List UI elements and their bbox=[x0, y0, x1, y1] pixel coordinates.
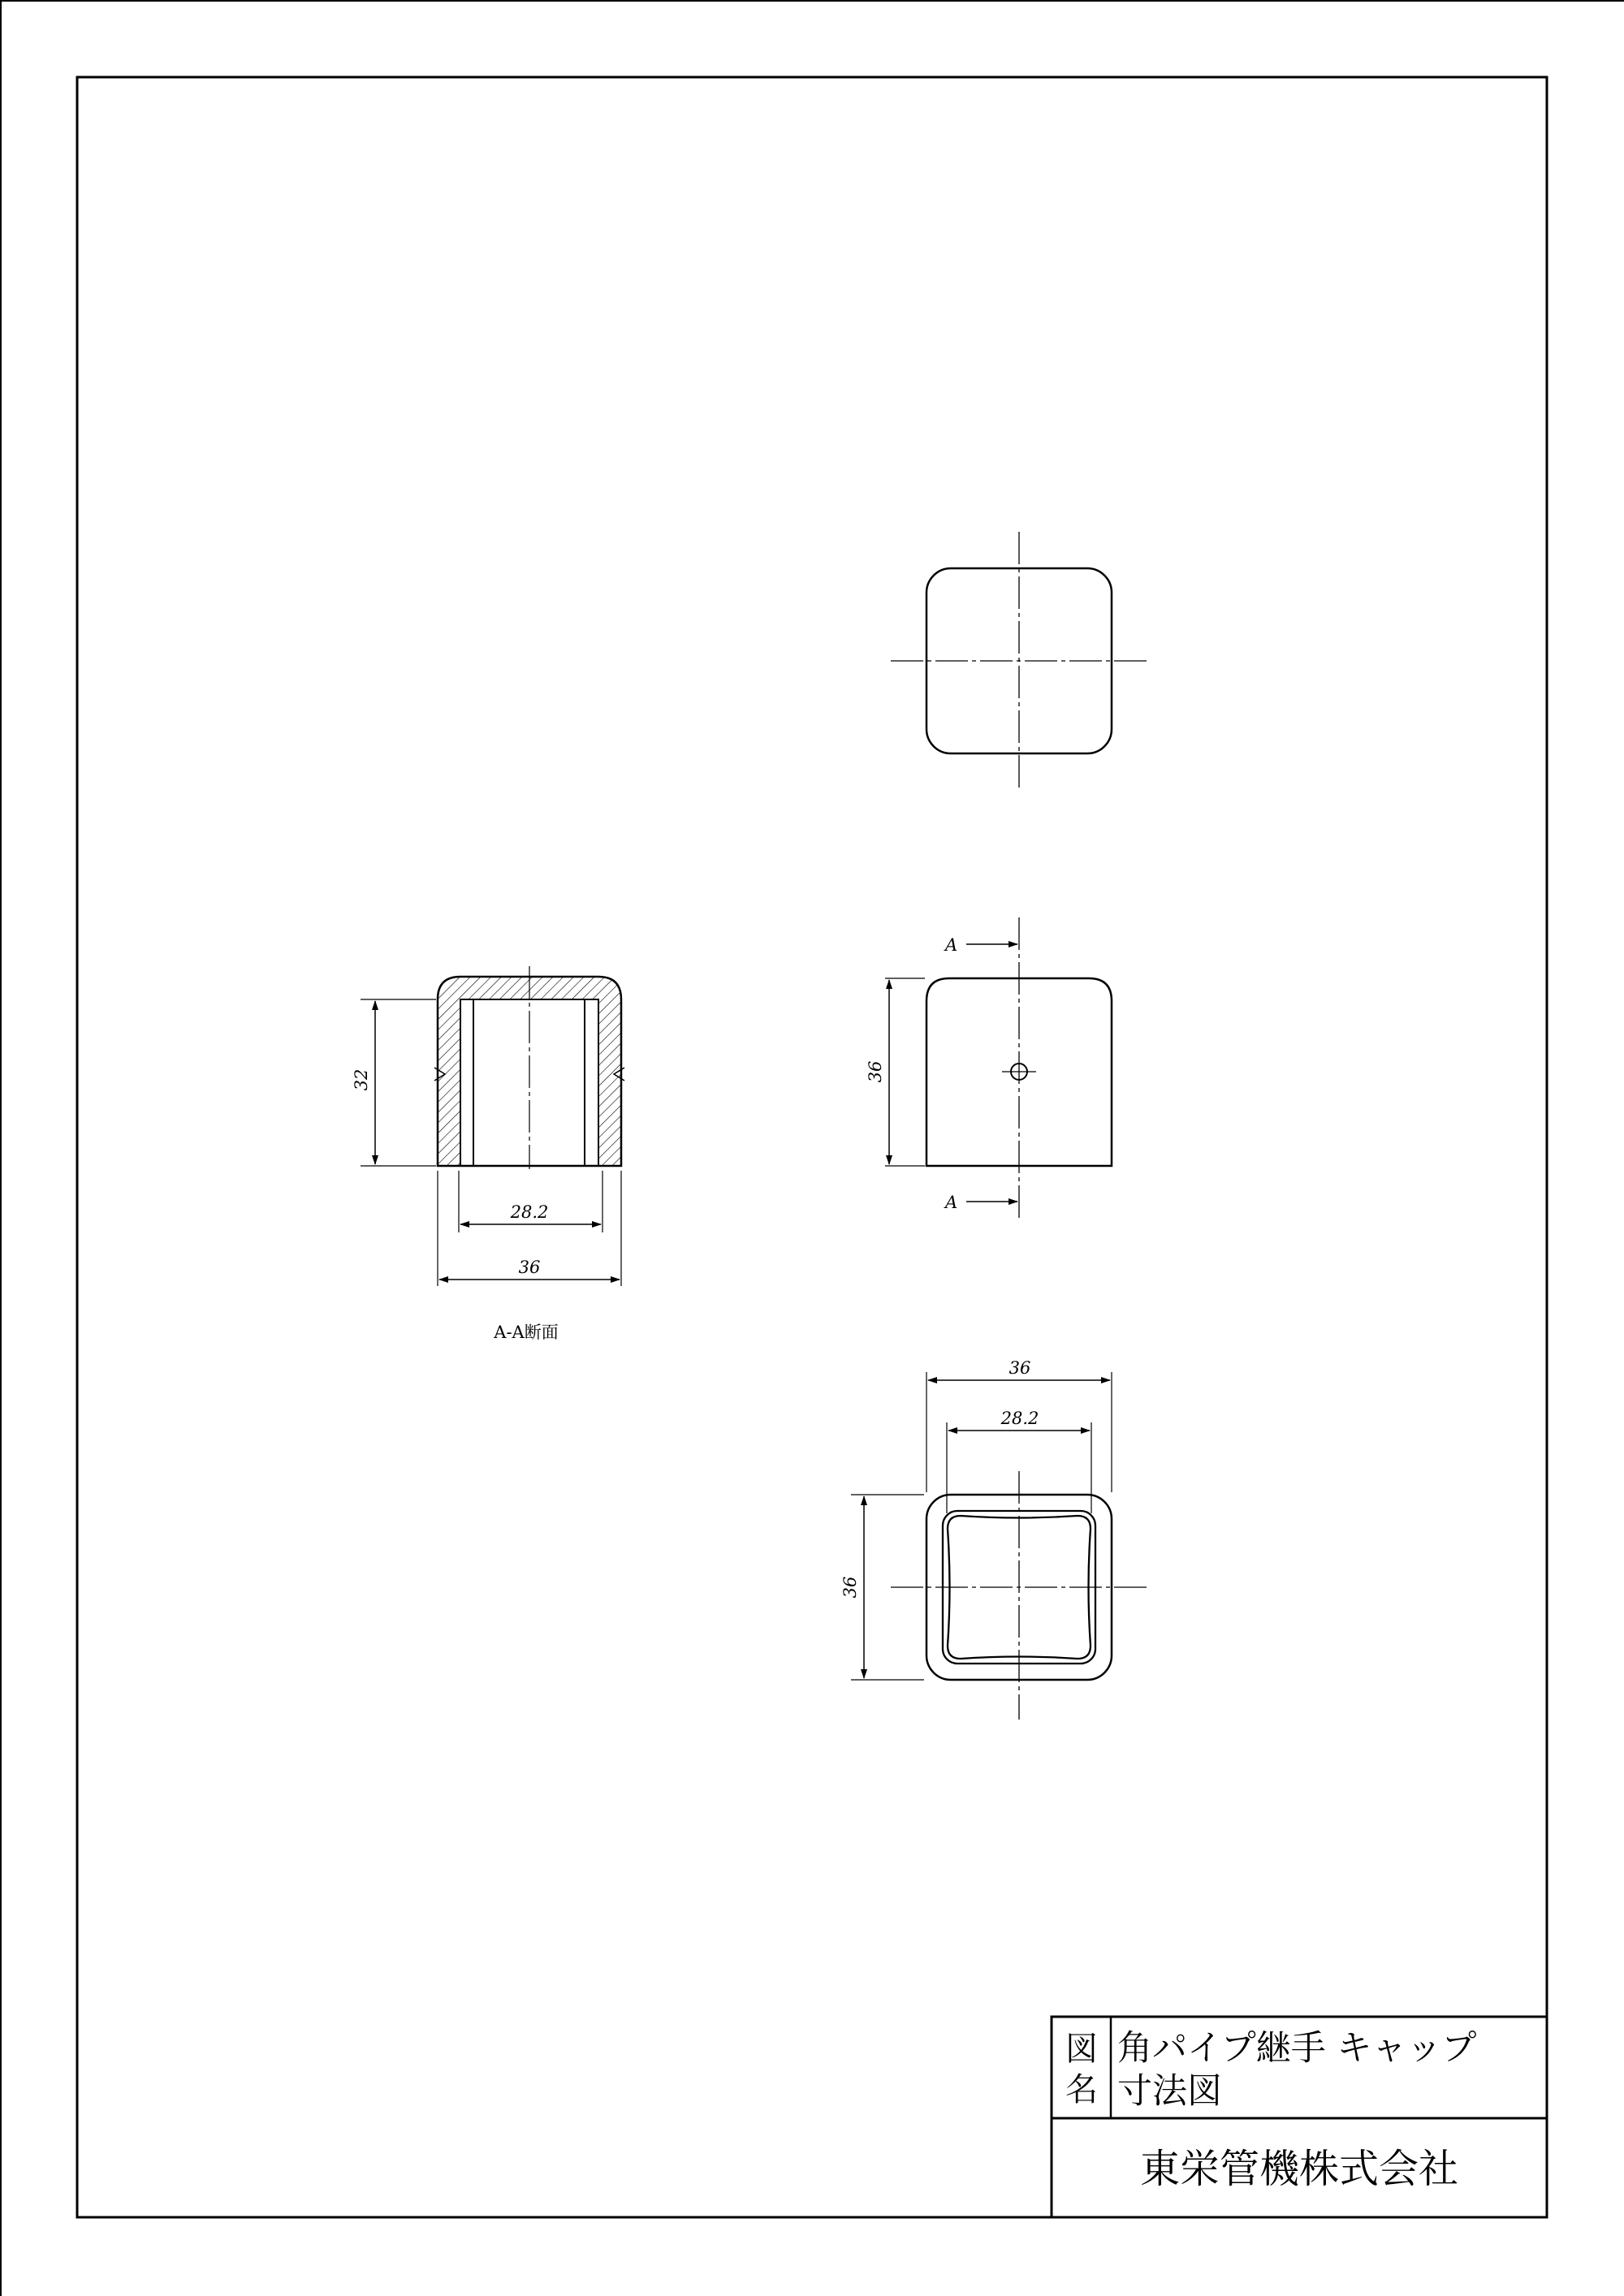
section-view bbox=[352, 966, 624, 1342]
section-height-dim-value: 32 bbox=[352, 1068, 371, 1091]
title-block-label-top: 図 bbox=[1065, 2031, 1098, 2068]
drawing-title-line2: 寸法図 bbox=[1117, 2071, 1222, 2112]
bottom-view bbox=[840, 1358, 1147, 1720]
section-caption: A-A断面 bbox=[494, 1323, 559, 1342]
section-label-bottom: A bbox=[945, 1193, 958, 1212]
front-height-dim-value: 36 bbox=[866, 1060, 885, 1083]
bottom-outer-dim-value: 36 bbox=[1009, 1358, 1031, 1378]
drawing-border bbox=[77, 77, 1547, 2217]
front-view bbox=[866, 917, 1112, 1220]
bottom-height-dim-value: 36 bbox=[840, 1576, 860, 1599]
top-view bbox=[891, 532, 1147, 788]
title-block-label-bottom: 名 bbox=[1065, 2071, 1098, 2108]
section-label-top: A bbox=[945, 935, 958, 955]
drawing-title-line1: 角パイプ継手 キャップ bbox=[1117, 2028, 1477, 2069]
bottom-inner-dim-value: 28.2 bbox=[1000, 1409, 1039, 1428]
title-block bbox=[1052, 2017, 1547, 2217]
company-name: 東栄管機株式会社 bbox=[1139, 2146, 1459, 2192]
section-inner-dim-value: 28.2 bbox=[510, 1202, 549, 1222]
section-outer-dim-value: 36 bbox=[518, 1258, 541, 1277]
